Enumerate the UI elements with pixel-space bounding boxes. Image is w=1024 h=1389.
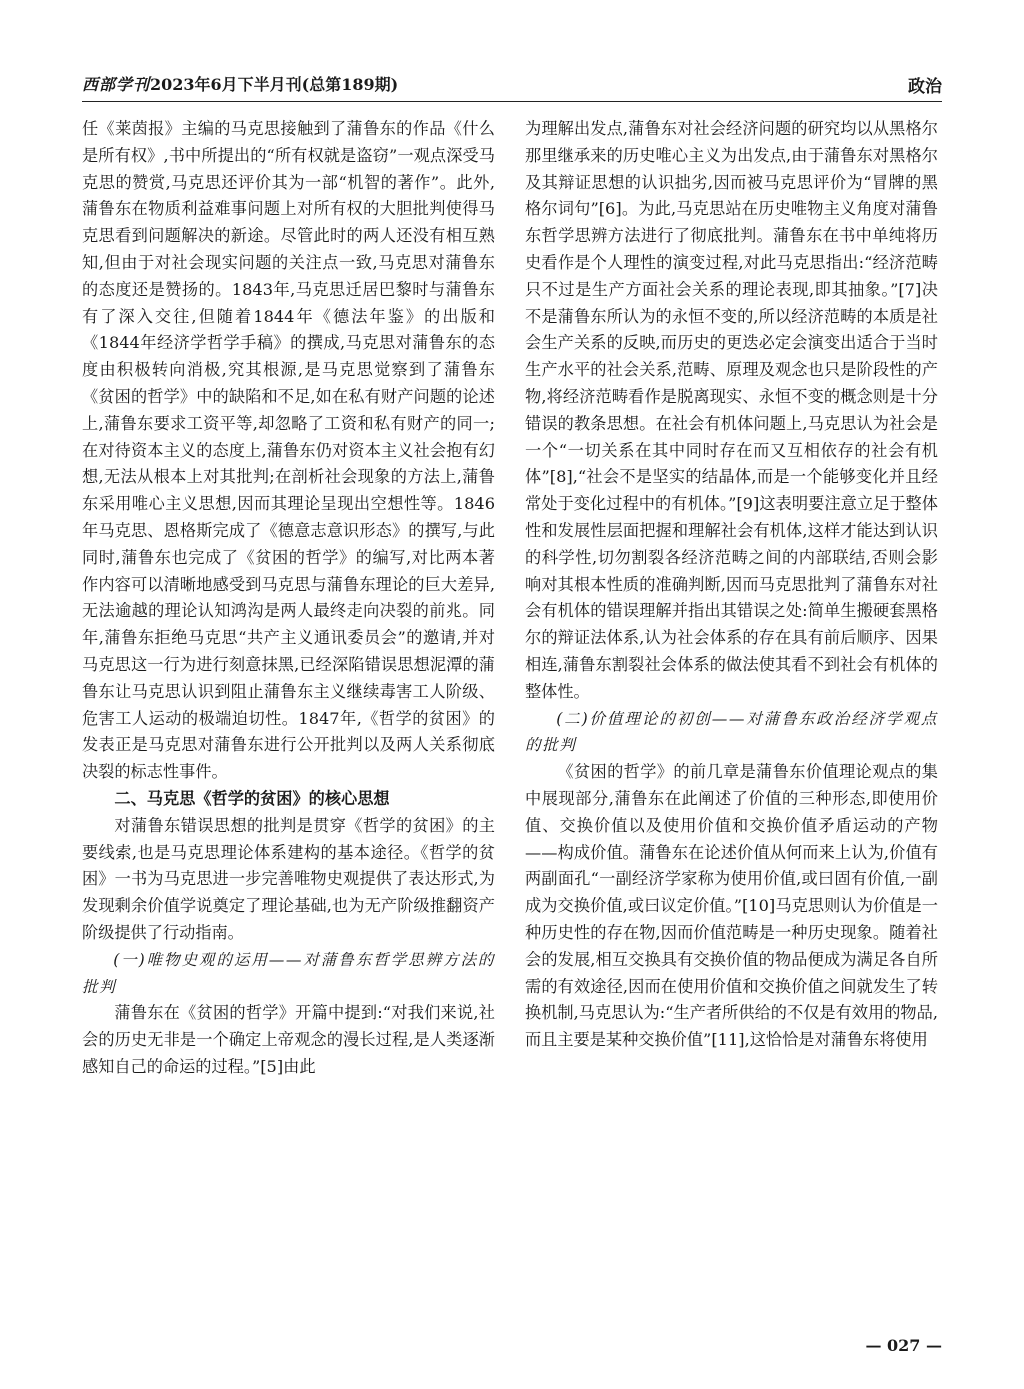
paragraph: 任《莱茵报》主编的马克思接触到了蒲鲁东的作品《什么是所有权》,书中所提出的“所有权就是盗窃”一观点深受马克思的赞赏,马克思还评价其为一部“机智的著作”。此外,蒲鲁东在物质利益难事问题上对所有权的大胆批判使得马克思看到问题解决的新途。尽管此时的两人还没有相互熟知,但由于对社会现实问题的关注点一致,马克思对蒲鲁东的态度还是赞扬的。1843年,马克思迁居巴黎时与蒲鲁东有了深入交往,但随着1844年《德法年鉴》的出版和《1844年经济学哲学手稿》的撰成,马克思对蒲鲁东的态度由积极转向消极,究其根源,是马克思觉察到了蒲鲁东《贫困的哲学》中的缺陷和不足,如在私有财产问题的论述上,蒲鲁东要求工资平等,却忽略了工资和私有财产的同一;在对待资本主义的态度上,蒲鲁东仍对资本主义社会抱有幻想,无法从根本上对其批判;在剖析社会现象的方法上,蒲鲁东采用唯心主义思想,因而其理论呈现出空想性等。1846年马克思、恩格斯完成了《德意志意识形态》的撰写,与此同时,蒲鲁东也完成了《贫困的哲学》的编写,对比两本著作内容可以清晰地感受到马克思与蒲鲁东理论的巨大差异,无法逾越的理论认知鸿沟是两人最终走向决裂的前兆。同年,蒲鲁东拒绝马克思“共产主义通讯委员会”的邀请,并对马克思这一行为进行刻意抹黑,已经深陷错误思想泥潭的蒲鲁东让马克思认识到阻止蒲鲁东主义继续毒害工人阶级、危害工人运动的极端迫切性。1847年,《哲学的贫困》的发表正是马克思对蒲鲁东进行公开批判以及两人关系彻底决裂的标志性事件。 bbox=[82, 119, 495, 782]
section-heading: 二、马克思《哲学的贫困》的核心思想 bbox=[114, 788, 390, 808]
running-header bbox=[82, 72, 942, 102]
page-number: — 027 — bbox=[865, 1336, 942, 1355]
subsection-heading: (二)价值理论的初创——对蒲鲁东政治经济学观点的批判 bbox=[525, 709, 938, 755]
section-name: 政治 bbox=[908, 77, 942, 97]
header-rule bbox=[82, 101, 942, 102]
issue-label: 2023年6月下半月刊(总第189期) bbox=[150, 75, 399, 94]
left-column bbox=[82, 116, 495, 1308]
right-column bbox=[525, 116, 938, 1308]
paragraph: 《贫困的哲学》的前几章是蒲鲁东价值理论观点的集中展现部分,蒲鲁东在此阐述了价值的三种形态,即使用价值、交换价值以及使用价值和交换价值矛盾运动的产物——构成价值。蒲鲁东在论述价值从何而来上认为,价值有两副面孔“一副经济学家称为使用价值,或曰固有价值,一副成为交换价值,或曰议定价值。”[10]马克思则认为价值是一种历史性的存在物,因而价值范畴是一种历史现象。随着社会的发展,相互交换具有交换价值的物品便成为满足各自所需的有效途径,因而在使用价值和交换价值之间就发生了转换机制,马克思认为:“生产者所供给的不仅是有效用的物品,而且主要是某种交换价值”[11],这恰恰是对蒲鲁东将使用 bbox=[525, 762, 938, 1050]
journal-issue bbox=[82, 72, 398, 95]
paragraph: 蒲鲁东在《贫困的哲学》开篇中提到:“对我们来说,社会的历史无非是一个确定上帝观念的漫长过程,是人类逐渐感知自己的命运的过程。”[5]由此 bbox=[82, 1003, 495, 1076]
subsection-heading: (一)唯物史观的运用——对蒲鲁东哲学思辨方法的批判 bbox=[82, 950, 495, 996]
paragraph: 对蒲鲁东错误思想的批判是贯穿《哲学的贫困》的主要线索,也是马克思理论体系建构的基本途径。《哲学的贫困》一书为马克思进一步完善唯物史观提供了表达形式,为发现剩余价值学说奠定了理论基础,也为无产阶级推翻资产阶级提供了行动指南。 bbox=[82, 815, 495, 942]
journal-logo: 西部学刊 bbox=[82, 75, 151, 94]
paragraph: 为理解出发点,蒲鲁东对社会经济问题的研究均以从黑格尔那里继承来的历史唯心主义为出发点,由于蒲鲁东对黑格尔及其辩证思想的认识拙劣,因而被马克思评价为“冒牌的黑格尔词句”[6]。为此,马克思站在历史唯物主义角度对蒲鲁东哲学思辨方法进行了彻底批判。蒲鲁东在书中单纯将历史看作是个人理性的演变过程,对此马克思指出:“经济范畴只不过是生产方面社会关系的理论表现,即其抽象。”[7]决不是蒲鲁东所认为的永恒不变的,所以经济范畴的本质是社会生产关系的反映,而历史的更迭必定会演变出适合于当时生产水平的社会关系,范畴、原理及观念也只是阶段性的产物,将经济范畴看作是脱离现实、永恒不变的概念则是十分错误的教条思想。在社会有机体问题上,马克思认为社会是一个“一切关系在其中同时存在而又互相依存的社会有机体”[8],“社会不是坚实的结晶体,而是一个能够变化并且经常处于变化过程中的有机体。”[9]这表明要注意立足于整体性和发展性层面把握和理解社会有机体,这样才能达到认识的科学性,切勿割裂各经济范畴之间的内部联结,否则会影响对其根本性质的准确判断,因而马克思批判了蒲鲁东对社会有机体的错误理解并指出其错误之处:简单生搬硬套黑格尔的辩证法体系,认为社会体系的存在具有前后顺序、因果相连,蒲鲁东割裂社会体系的做法使其看不到社会有机体的整体性。 bbox=[525, 119, 938, 701]
